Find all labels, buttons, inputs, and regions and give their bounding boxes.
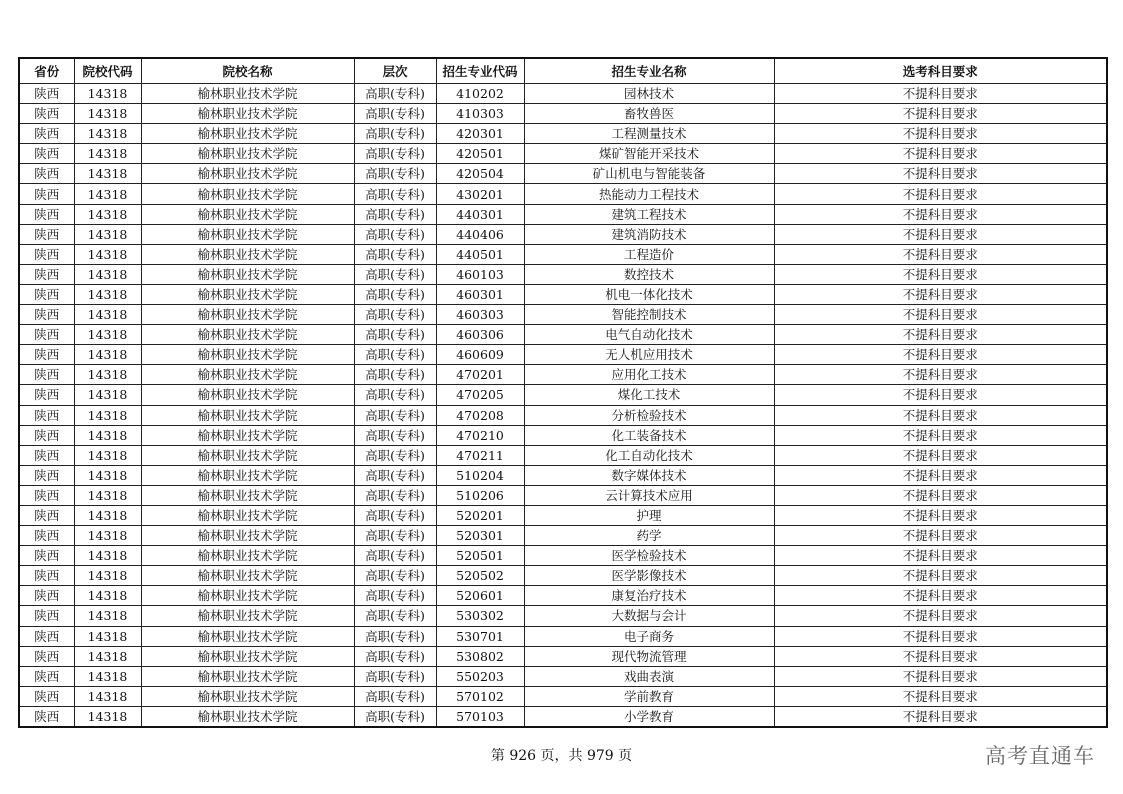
cell-level: 高职(专科): [354, 546, 436, 566]
cell-province: 陕西: [19, 626, 74, 646]
cell-subject-requirement: 不提科目要求: [774, 666, 1107, 686]
table-row: [19, 264, 1107, 284]
cell-level: 高职(专科): [354, 646, 436, 666]
cell-province: 陕西: [19, 425, 74, 445]
cell-level: 高职(专科): [354, 425, 436, 445]
cell-school-code: 14318: [74, 686, 141, 706]
cell-school-code: 14318: [74, 546, 141, 566]
table-row: [19, 405, 1107, 425]
cell-major-name: 园林技术: [524, 84, 774, 104]
cell-province: 陕西: [19, 365, 74, 385]
cell-major-code: 420301: [436, 124, 524, 144]
cell-school-name: 榆林职业技术学院: [141, 686, 354, 706]
cell-subject-requirement: 不提科目要求: [774, 606, 1107, 626]
cell-school-code: 14318: [74, 204, 141, 224]
cell-level: 高职(专科): [354, 505, 436, 525]
cell-school-code: 14318: [74, 244, 141, 264]
cell-subject-requirement: 不提科目要求: [774, 345, 1107, 365]
cell-province: 陕西: [19, 385, 74, 405]
cell-school-name: 榆林职业技术学院: [141, 425, 354, 445]
cell-major-code: 520601: [436, 586, 524, 606]
table-row: [19, 244, 1107, 264]
cell-province: 陕西: [19, 124, 74, 144]
cell-school-name: 榆林职业技术学院: [141, 546, 354, 566]
table-row: [19, 365, 1107, 385]
table-row: [19, 345, 1107, 365]
cell-major-name: 建筑工程技术: [524, 204, 774, 224]
cell-major-code: 470201: [436, 365, 524, 385]
cell-level: 高职(专科): [354, 606, 436, 626]
cell-major-code: 470210: [436, 425, 524, 445]
cell-province: 陕西: [19, 84, 74, 104]
cell-major-name: 分析检验技术: [524, 405, 774, 425]
cell-subject-requirement: 不提科目要求: [774, 445, 1107, 465]
cell-province: 陕西: [19, 104, 74, 124]
admissions-table: [18, 57, 1108, 728]
cell-subject-requirement: 不提科目要求: [774, 164, 1107, 184]
table-row: [19, 184, 1107, 204]
cell-major-name: 建筑消防技术: [524, 224, 774, 244]
cell-major-name: 现代物流管理: [524, 646, 774, 666]
cell-province: 陕西: [19, 224, 74, 244]
cell-major-name: 电子商务: [524, 626, 774, 646]
table-row: [19, 465, 1107, 485]
cell-province: 陕西: [19, 646, 74, 666]
cell-school-name: 榆林职业技术学院: [141, 405, 354, 425]
table-row: [19, 666, 1107, 686]
cell-major-code: 460103: [436, 264, 524, 284]
cell-major-name: 化工自动化技术: [524, 445, 774, 465]
table-row: [19, 425, 1107, 445]
cell-province: 陕西: [19, 606, 74, 626]
cell-major-code: 440301: [436, 204, 524, 224]
cell-level: 高职(专科): [354, 566, 436, 586]
header-major-code: 招生专业代码: [436, 58, 524, 84]
cell-province: 陕西: [19, 284, 74, 304]
cell-school-name: 榆林职业技术学院: [141, 244, 354, 264]
cell-subject-requirement: 不提科目要求: [774, 325, 1107, 345]
cell-school-name: 榆林职业技术学院: [141, 445, 354, 465]
table-row: [19, 566, 1107, 586]
cell-major-code: 520501: [436, 546, 524, 566]
cell-major-code: 470208: [436, 405, 524, 425]
cell-subject-requirement: 不提科目要求: [774, 586, 1107, 606]
cell-school-name: 榆林职业技术学院: [141, 606, 354, 626]
table-row: [19, 586, 1107, 606]
cell-level: 高职(专科): [354, 84, 436, 104]
cell-school-code: 14318: [74, 264, 141, 284]
cell-school-code: 14318: [74, 305, 141, 325]
cell-major-name: 智能控制技术: [524, 305, 774, 325]
cell-major-code: 420501: [436, 144, 524, 164]
table-row: [19, 445, 1107, 465]
table-row: [19, 606, 1107, 626]
cell-level: 高职(专科): [354, 284, 436, 304]
cell-major-name: 畜牧兽医: [524, 104, 774, 124]
cell-level: 高职(专科): [354, 485, 436, 505]
table-row: [19, 526, 1107, 546]
cell-major-code: 470211: [436, 445, 524, 465]
cell-school-code: 14318: [74, 284, 141, 304]
cell-province: 陕西: [19, 405, 74, 425]
cell-school-name: 榆林职业技术学院: [141, 305, 354, 325]
cell-province: 陕西: [19, 546, 74, 566]
cell-province: 陕西: [19, 666, 74, 686]
table-row: [19, 385, 1107, 405]
cell-school-name: 榆林职业技术学院: [141, 204, 354, 224]
cell-major-name: 戏曲表演: [524, 666, 774, 686]
table-row: [19, 144, 1107, 164]
cell-school-code: 14318: [74, 184, 141, 204]
cell-school-code: 14318: [74, 84, 141, 104]
cell-level: 高职(专科): [354, 365, 436, 385]
cell-school-name: 榆林职业技术学院: [141, 325, 354, 345]
cell-school-code: 14318: [74, 586, 141, 606]
header-major-name: 招生专业名称: [524, 58, 774, 84]
cell-province: 陕西: [19, 465, 74, 485]
cell-province: 陕西: [19, 244, 74, 264]
table-row: [19, 104, 1107, 124]
cell-subject-requirement: 不提科目要求: [774, 526, 1107, 546]
cell-level: 高职(专科): [354, 626, 436, 646]
cell-major-name: 电气自动化技术: [524, 325, 774, 345]
cell-level: 高职(专科): [354, 264, 436, 284]
cell-school-name: 榆林职业技术学院: [141, 526, 354, 546]
cell-school-name: 榆林职业技术学院: [141, 485, 354, 505]
cell-level: 高职(专科): [354, 445, 436, 465]
cell-level: 高职(专科): [354, 526, 436, 546]
cell-province: 陕西: [19, 204, 74, 224]
table-row: [19, 505, 1107, 525]
cell-province: 陕西: [19, 264, 74, 284]
cell-major-name: 工程造价: [524, 244, 774, 264]
cell-subject-requirement: 不提科目要求: [774, 124, 1107, 144]
cell-major-name: 矿山机电与智能装备: [524, 164, 774, 184]
cell-major-code: 510204: [436, 465, 524, 485]
cell-school-name: 榆林职业技术学院: [141, 224, 354, 244]
cell-subject-requirement: 不提科目要求: [774, 244, 1107, 264]
table-body: [19, 84, 1107, 728]
cell-subject-requirement: 不提科目要求: [774, 385, 1107, 405]
cell-school-name: 榆林职业技术学院: [141, 646, 354, 666]
cell-school-code: 14318: [74, 345, 141, 365]
cell-school-name: 榆林职业技术学院: [141, 164, 354, 184]
cell-school-code: 14318: [74, 526, 141, 546]
cell-school-code: 14318: [74, 485, 141, 505]
cell-major-code: 440501: [436, 244, 524, 264]
header-province: 省份: [19, 58, 74, 84]
cell-major-name: 煤矿智能开采技术: [524, 144, 774, 164]
cell-school-code: 14318: [74, 124, 141, 144]
table-row: [19, 546, 1107, 566]
table-row: [19, 706, 1107, 727]
cell-school-name: 榆林职业技术学院: [141, 365, 354, 385]
cell-province: 陕西: [19, 586, 74, 606]
cell-school-code: 14318: [74, 365, 141, 385]
cell-level: 高职(专科): [354, 666, 436, 686]
cell-school-name: 榆林职业技术学院: [141, 385, 354, 405]
cell-level: 高职(专科): [354, 305, 436, 325]
cell-level: 高职(专科): [354, 325, 436, 345]
cell-school-code: 14318: [74, 425, 141, 445]
cell-subject-requirement: 不提科目要求: [774, 566, 1107, 586]
cell-major-code: 570102: [436, 686, 524, 706]
cell-province: 陕西: [19, 505, 74, 525]
cell-major-name: 云计算技术应用: [524, 485, 774, 505]
cell-subject-requirement: 不提科目要求: [774, 505, 1107, 525]
cell-province: 陕西: [19, 345, 74, 365]
cell-major-code: 460306: [436, 325, 524, 345]
table-row: [19, 164, 1107, 184]
cell-school-code: 14318: [74, 144, 141, 164]
table-row: [19, 485, 1107, 505]
cell-level: 高职(专科): [354, 124, 436, 144]
cell-subject-requirement: 不提科目要求: [774, 224, 1107, 244]
table-row: [19, 305, 1107, 325]
cell-major-name: 康复治疗技术: [524, 586, 774, 606]
cell-major-code: 520502: [436, 566, 524, 586]
cell-school-name: 榆林职业技术学院: [141, 626, 354, 646]
cell-province: 陕西: [19, 164, 74, 184]
cell-subject-requirement: 不提科目要求: [774, 546, 1107, 566]
cell-school-code: 14318: [74, 224, 141, 244]
cell-major-name: 医学影像技术: [524, 566, 774, 586]
cell-major-code: 520301: [436, 526, 524, 546]
cell-major-code: 570103: [436, 706, 524, 727]
cell-subject-requirement: 不提科目要求: [774, 405, 1107, 425]
cell-level: 高职(专科): [354, 586, 436, 606]
cell-school-code: 14318: [74, 566, 141, 586]
cell-subject-requirement: 不提科目要求: [774, 485, 1107, 505]
cell-province: 陕西: [19, 144, 74, 164]
cell-school-name: 榆林职业技术学院: [141, 465, 354, 485]
cell-major-name: 药学: [524, 526, 774, 546]
cell-subject-requirement: 不提科目要求: [774, 184, 1107, 204]
cell-subject-requirement: 不提科目要求: [774, 626, 1107, 646]
table-row: [19, 325, 1107, 345]
cell-level: 高职(专科): [354, 345, 436, 365]
cell-province: 陕西: [19, 445, 74, 465]
cell-subject-requirement: 不提科目要求: [774, 706, 1107, 727]
cell-subject-requirement: 不提科目要求: [774, 104, 1107, 124]
page-number: 第 926 页，共 979 页: [490, 748, 633, 764]
table-header-row: [19, 58, 1107, 84]
cell-school-name: 榆林职业技术学院: [141, 144, 354, 164]
cell-school-code: 14318: [74, 445, 141, 465]
table-row: [19, 626, 1107, 646]
cell-major-code: 550203: [436, 666, 524, 686]
cell-school-name: 榆林职业技术学院: [141, 184, 354, 204]
cell-subject-requirement: 不提科目要求: [774, 305, 1107, 325]
cell-major-name: 热能动力工程技术: [524, 184, 774, 204]
cell-major-code: 470205: [436, 385, 524, 405]
cell-province: 陕西: [19, 184, 74, 204]
cell-subject-requirement: 不提科目要求: [774, 284, 1107, 304]
cell-school-code: 14318: [74, 405, 141, 425]
cell-major-name: 应用化工技术: [524, 365, 774, 385]
cell-province: 陕西: [19, 305, 74, 325]
cell-major-code: 460301: [436, 284, 524, 304]
table-row: [19, 224, 1107, 244]
cell-subject-requirement: 不提科目要求: [774, 465, 1107, 485]
cell-school-name: 榆林职业技术学院: [141, 84, 354, 104]
cell-major-name: 小学教育: [524, 706, 774, 727]
cell-major-name: 煤化工技术: [524, 385, 774, 405]
cell-school-code: 14318: [74, 325, 141, 345]
cell-major-name: 机电一体化技术: [524, 284, 774, 304]
cell-subject-requirement: 不提科目要求: [774, 365, 1107, 385]
cell-school-name: 榆林职业技术学院: [141, 666, 354, 686]
cell-school-name: 榆林职业技术学院: [141, 264, 354, 284]
cell-major-name: 大数据与会计: [524, 606, 774, 626]
table-row: [19, 204, 1107, 224]
cell-subject-requirement: 不提科目要求: [774, 425, 1107, 445]
cell-level: 高职(专科): [354, 204, 436, 224]
cell-level: 高职(专科): [354, 706, 436, 727]
cell-province: 陕西: [19, 686, 74, 706]
cell-level: 高职(专科): [354, 385, 436, 405]
cell-school-name: 榆林职业技术学院: [141, 345, 354, 365]
cell-province: 陕西: [19, 325, 74, 345]
cell-province: 陕西: [19, 706, 74, 727]
cell-subject-requirement: 不提科目要求: [774, 646, 1107, 666]
cell-major-name: 化工装备技术: [524, 425, 774, 445]
cell-major-code: 430201: [436, 184, 524, 204]
watermark-logo-text: 高考直通车: [985, 744, 1095, 768]
cell-major-code: 530302: [436, 606, 524, 626]
cell-level: 高职(专科): [354, 104, 436, 124]
cell-school-code: 14318: [74, 706, 141, 727]
table-row: [19, 124, 1107, 144]
cell-level: 高职(专科): [354, 224, 436, 244]
cell-level: 高职(专科): [354, 686, 436, 706]
cell-major-name: 数控技术: [524, 264, 774, 284]
table-row: [19, 646, 1107, 666]
cell-major-name: 无人机应用技术: [524, 345, 774, 365]
cell-major-code: 510206: [436, 485, 524, 505]
cell-subject-requirement: 不提科目要求: [774, 264, 1107, 284]
cell-school-code: 14318: [74, 385, 141, 405]
cell-level: 高职(专科): [354, 244, 436, 264]
cell-level: 高职(专科): [354, 184, 436, 204]
cell-major-code: 410303: [436, 104, 524, 124]
admissions-table-container: [18, 57, 1106, 728]
cell-level: 高职(专科): [354, 164, 436, 184]
cell-major-code: 460609: [436, 345, 524, 365]
cell-major-code: 460303: [436, 305, 524, 325]
cell-province: 陕西: [19, 526, 74, 546]
cell-school-code: 14318: [74, 646, 141, 666]
cell-level: 高职(专科): [354, 465, 436, 485]
cell-school-code: 14318: [74, 104, 141, 124]
cell-subject-requirement: 不提科目要求: [774, 204, 1107, 224]
cell-major-code: 410202: [436, 84, 524, 104]
cell-school-code: 14318: [74, 164, 141, 184]
cell-school-name: 榆林职业技术学院: [141, 284, 354, 304]
cell-school-code: 14318: [74, 465, 141, 485]
cell-major-code: 530701: [436, 626, 524, 646]
cell-school-code: 14318: [74, 606, 141, 626]
cell-major-name: 学前教育: [524, 686, 774, 706]
cell-major-name: 护理: [524, 505, 774, 525]
cell-major-name: 医学检验技术: [524, 546, 774, 566]
cell-school-code: 14318: [74, 505, 141, 525]
cell-school-code: 14318: [74, 626, 141, 646]
cell-major-name: 数字媒体技术: [524, 465, 774, 485]
cell-major-name: 工程测量技术: [524, 124, 774, 144]
cell-level: 高职(专科): [354, 144, 436, 164]
cell-school-name: 榆林职业技术学院: [141, 104, 354, 124]
header-school-name: 院校名称: [141, 58, 354, 84]
header-level: 层次: [354, 58, 436, 84]
table-row: [19, 686, 1107, 706]
cell-province: 陕西: [19, 566, 74, 586]
cell-subject-requirement: 不提科目要求: [774, 686, 1107, 706]
table-row: [19, 84, 1107, 104]
cell-level: 高职(专科): [354, 405, 436, 425]
cell-subject-requirement: 不提科目要求: [774, 144, 1107, 164]
cell-school-name: 榆林职业技术学院: [141, 566, 354, 586]
cell-major-code: 440406: [436, 224, 524, 244]
page-footer: [0, 745, 1123, 765]
cell-school-name: 榆林职业技术学院: [141, 505, 354, 525]
cell-major-code: 420504: [436, 164, 524, 184]
table-row: [19, 284, 1107, 304]
cell-school-name: 榆林职业技术学院: [141, 586, 354, 606]
header-school-code: 院校代码: [74, 58, 141, 84]
cell-school-code: 14318: [74, 666, 141, 686]
cell-major-code: 520201: [436, 505, 524, 525]
cell-subject-requirement: 不提科目要求: [774, 84, 1107, 104]
cell-major-code: 530802: [436, 646, 524, 666]
header-subject-requirement: 选考科目要求: [774, 58, 1107, 84]
cell-province: 陕西: [19, 485, 74, 505]
cell-school-name: 榆林职业技术学院: [141, 706, 354, 727]
cell-school-name: 榆林职业技术学院: [141, 124, 354, 144]
